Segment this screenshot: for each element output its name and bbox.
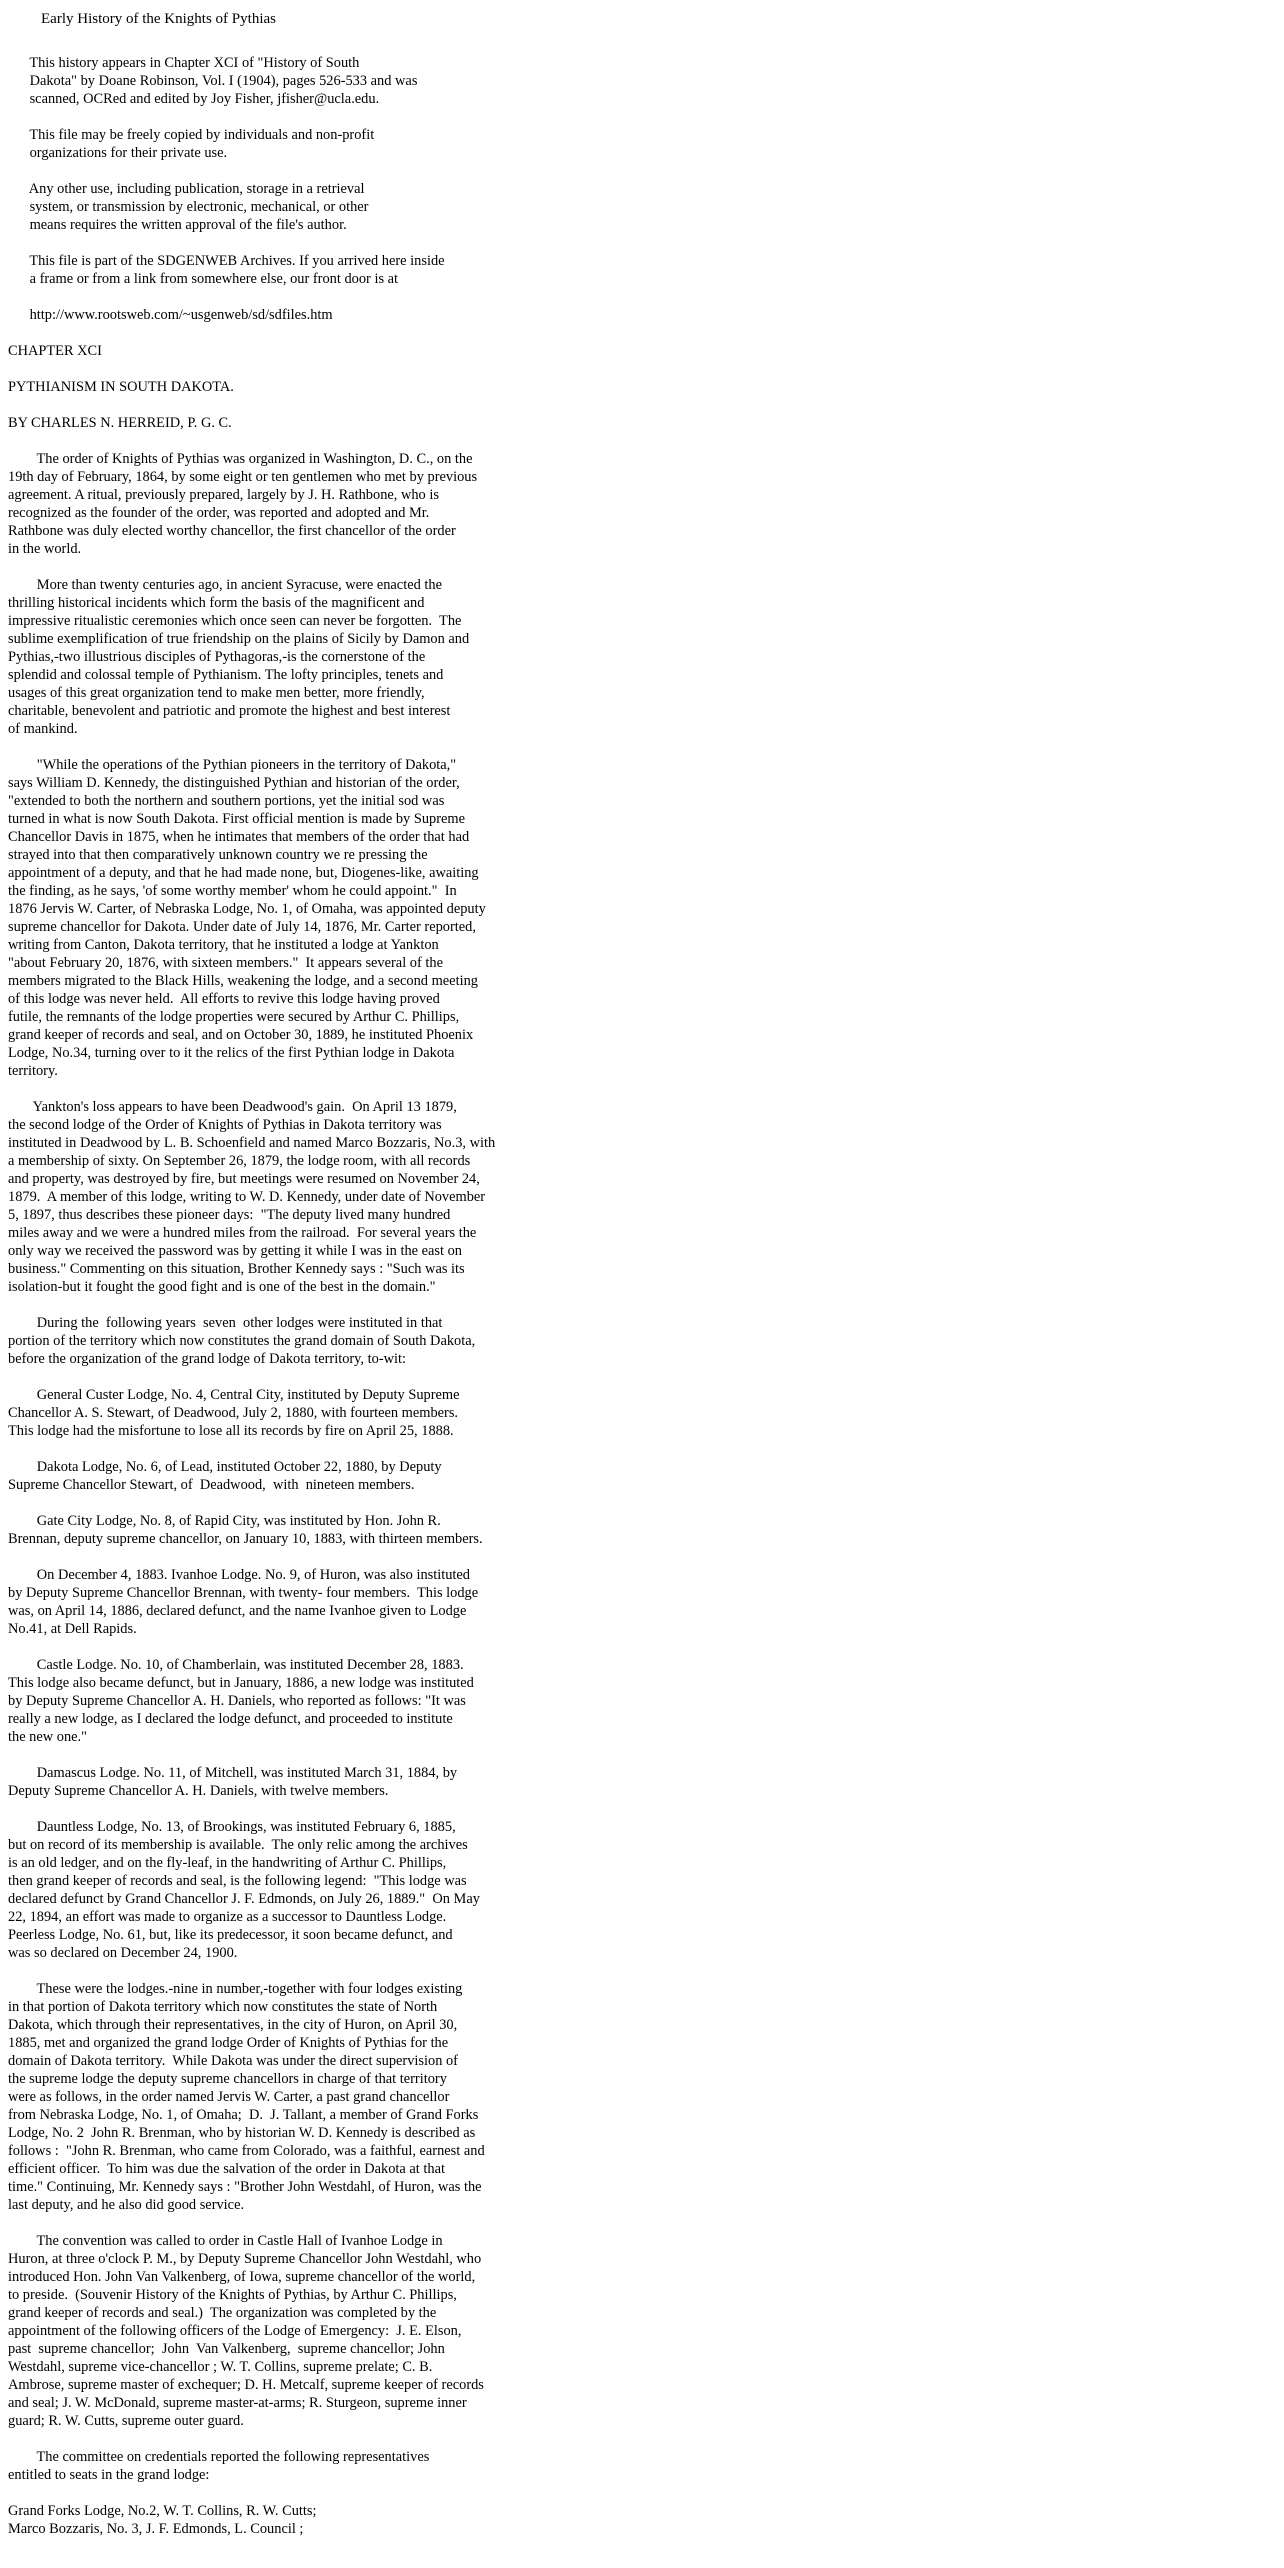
- document-paragraph: The order of Knights of Pythias was organized in Washington, D. C., on the 19th day of February, 1864, by some eight or ten gentlemen who met by previous agreement. A ritual, previously prepared, largely by J. H. Rathbone, who is recognized as the founder of the order, was reported and adopted and Mr. Rathbone was duly elected worthy chancellor, the first chancellor of the order in the world.: [8, 451, 478, 557]
- document-paragraph: BY CHARLES N. HERREID, P. G. C.: [8, 415, 232, 431]
- document-paragraph: This file may be freely copied by individuals and non-profit organizations for their private use.: [29, 127, 375, 161]
- document-paragraph: This history appears in Chapter XCI of "History of South Dakota" by Doane Robinson, Vol. I (1904), pages 526-533 and was scanned, OCRed and edited by Joy Fisher, jfisher@ucla.edu.: [29, 55, 418, 107]
- document-paragraph: Damascus Lodge. No. 11, of Mitchell, was instituted March 31, 1884, by Deputy Supreme Chancellor A. H. Daniels, with twelve members.: [8, 1765, 458, 1799]
- document-paragraph: During the following years seven other lodges were instituted in that portion of the territory which now constitutes the grand domain of South Dakota, before the organization of the grand lodge of Dakota territory, to-wit:: [8, 1315, 476, 1367]
- document-paragraph: Any other use, including publication, storage in a retrieval system, or transmission by electronic, mechanical, or other means requires the written approval of the file's author.: [28, 181, 369, 233]
- document-paragraph: These were the lodges.-nine in number,-together with four lodges existing in that portion of Dakota territory which now constitutes the state of North Dakota, which through their representatives, in the city of Huron, on April 30, 1885, met and organized the grand lodge Order of Knights of Pythias for the domain of Dakota territory. While Dakota was under the direct supervision of the supreme lodge the deputy supreme chancellors in charge of that territory were as follows, in the order named Jervis W. Carter, a past grand chancellor from Nebraska Lodge, No. 1, of Omaha; D. J. Tallant, a member of Grand Forks Lodge, No. 2 John R. Brenman, who by historian W. D. Kennedy is described as follows : "John R. Brenman, who came from Colorado, was a faithful, earnest and efficient officer. To him was due the salvation of the order in Dakota at that time." Continuing, Mr. Kennedy says : "Brother John Westdahl, of Huron, was the last deputy, and he also did good service.: [8, 1981, 485, 2213]
- document-paragraph: The committee on credentials reported the following representatives entitled to seats in the grand lodge:: [8, 2449, 430, 2483]
- document-paragraph: PYTHIANISM IN SOUTH DAKOTA.: [8, 379, 234, 395]
- document-paragraph: More than twenty centuries ago, in ancient Syracuse, were enacted the thrilling historical incidents which form the basis of the magnificent and impressive ritualistic ceremonies which once seen can never be forgotten. The sublime exemplification of true friendship on the plains of Sicily by Damon and Pythias,-two illustrious disciples of Pythagoras,-is the cornerstone of the splendid and colossal temple of Pythianism. The lofty principles, tenets and usages of this great organization tend to make men better, more friendly, charitable, benevolent and patriotic and promote the highest and best interest of mankind.: [8, 577, 470, 737]
- document-paragraph: Grand Forks Lodge, No.2, W. T. Collins, R. W. Cutts; Marco Bozzaris, No. 3, J. F. Edmonds, L. Council ;: [8, 2503, 317, 2537]
- document-paragraph: This file is part of the SDGENWEB Archives. If you arrived here inside a frame or from a link from somewhere else, our front door is at: [29, 253, 445, 287]
- document-title: Early History of the Knights of Pythias: [41, 11, 276, 27]
- document-paragraph: Castle Lodge. No. 10, of Chamberlain, was instituted December 28, 1883. This lodge also became defunct, but in January, 1886, a new lodge was instituted by Deputy Supreme Chancellor A. H. Daniels, who reported as follows: "It was really a new lodge, as I declared the lodge defunct, and proceeded to institute the new one.": [8, 1657, 474, 1745]
- archive-link[interactable]: http://www.rootsweb.com/~usgenweb/sd/sdfiles.htm: [8, 307, 333, 323]
- document-paragraph: Dauntless Lodge, No. 13, of Brookings, was instituted February 6, 1885, but on record of its membership is available. The only relic among the archives is an old ledger, and on the fly-leaf, in the handwriting of Arthur C. Phillips, then grand keeper of records and seal, is the following legend: "This lodge was declared defunct by Grand Chancellor J. F. Edmonds, on July 26, 1889." On May 22, 1894, an effort was made to organize as a successor to Dauntless Lodge. Peerless Lodge, No. 61, but, like its predecessor, it soon became defunct, and was so declared on December 24, 1900.: [8, 1819, 480, 1961]
- document-paragraph: Gate City Lodge, No. 8, of Rapid City, was instituted by Hon. John R. Brennan, deputy supreme chancellor, on January 10, 1883, with thirteen members.: [8, 1513, 483, 1547]
- document-paragraph: "While the operations of the Pythian pioneers in the territory of Dakota," says William D. Kennedy, the distinguished Pythian and historian of the order, "extended to both the northern and southern portions, yet the initial sod was turned in what is now South Dakota. First official mention is made by Supreme Chancellor Davis in 1875, when he intimates that members of the order that had strayed into that then comparatively unknown country we re pressing the appointment of a deputy, and that he had made none, but, Diogenes-like, awaiting the finding, as he says, 'of some worthy member' whom he could appoint." In 1876 Jervis W. Carter, of Nebraska Lodge, No. 1, of Omaha, was appointed deputy supreme chancellor for Dakota. Under date of July 14, 1876, Mr. Carter reported, writing from Canton, Dakota territory, that he instituted a lodge at Yankton "about February 20, 1876, with sixteen members." It appears several of the members migrated to the Black Hills, weakening the lodge, and a second meeting of this lodge was never held. All efforts to revive this lodge having proved futile, the remnants of the lodge properties were secured by Arthur C. Phillips, grand keeper of records and seal, and on October 30, 1889, he instituted Phoenix Lodge, No.34, turning over to it the relics of the first Pythian lodge in Dakota territory.: [8, 757, 486, 1079]
- document-paragraph: Yankton's loss appears to have been Deadwood's gain. On April 13 1879, the second lodge of the Order of Knights of Pythias in Dakota territory was instituted in Deadwood by L. B. Schoenfield and named Marco Bozzaris, No.3, with a membership of sixty. On September 26, 1879, the lodge room, with all records and property, was destroyed by fire, but meetings were resumed on November 24, 1879. A member of this lodge, writing to W. D. Kennedy, under date of November 5, 1897, thus describes these pioneer days: "The deputy lived many hundred miles away and we were a hundred miles from the railroad. For several years the only way we received the password was by getting it while I was in the east on business." Commenting on this situation, Brother Kennedy says : "Such was its isolation-but it fought the good fight and is one of the best in the domain.": [8, 1099, 496, 1295]
- document-paragraph: General Custer Lodge, No. 4, Central City, instituted by Deputy Supreme Chancellor A. S. Stewart, of Deadwood, July 2, 1880, with fourteen members. This lodge had the misfortune to lose all its records by fire on April 25, 1888.: [8, 1387, 460, 1439]
- document-body: [8, 54, 495, 2538]
- document-paragraph: The convention was called to order in Castle Hall of Ivanhoe Lodge in Huron, at three o'clock P. M., by Deputy Supreme Chancellor John Westdahl, who introduced Hon. John Van Valkenberg, of Iowa, supreme chancellor of the world, to preside. (Souvenir History of the Knights of Pythias, by Arthur C. Phillips, grand keeper of records and seal.) The organization was completed by the appointment of the following officers of the Lodge of Emergency: J. E. Elson, past supreme chancellor; John Van Valkenberg, supreme chancellor; John Westdahl, supreme vice-chancellor ; W. T. Collins, supreme prelate; C. B. Ambrose, supreme master of exchequer; D. H. Metcalf, supreme keeper of records and seal; J. W. McDonald, supreme master-at-arms; R. Sturgeon, supreme inner guard; R. W. Cutts, supreme outer guard.: [8, 2233, 484, 2429]
- document-paragraph: On December 4, 1883. Ivanhoe Lodge. No. 9, of Huron, was also instituted by Deputy Supreme Chancellor Brennan, with twenty- four members. This lodge was, on April 14, 1886, declared defunct, and the name Ivanhoe given to Lodge No.41, at Dell Rapids.: [8, 1567, 479, 1637]
- document-paragraph: Dakota Lodge, No. 6, of Lead, instituted October 22, 1880, by Deputy Supreme Chancellor Stewart, of Deadwood, with nineteen members.: [8, 1459, 442, 1493]
- document-paragraph: CHAPTER XCI: [8, 343, 102, 359]
